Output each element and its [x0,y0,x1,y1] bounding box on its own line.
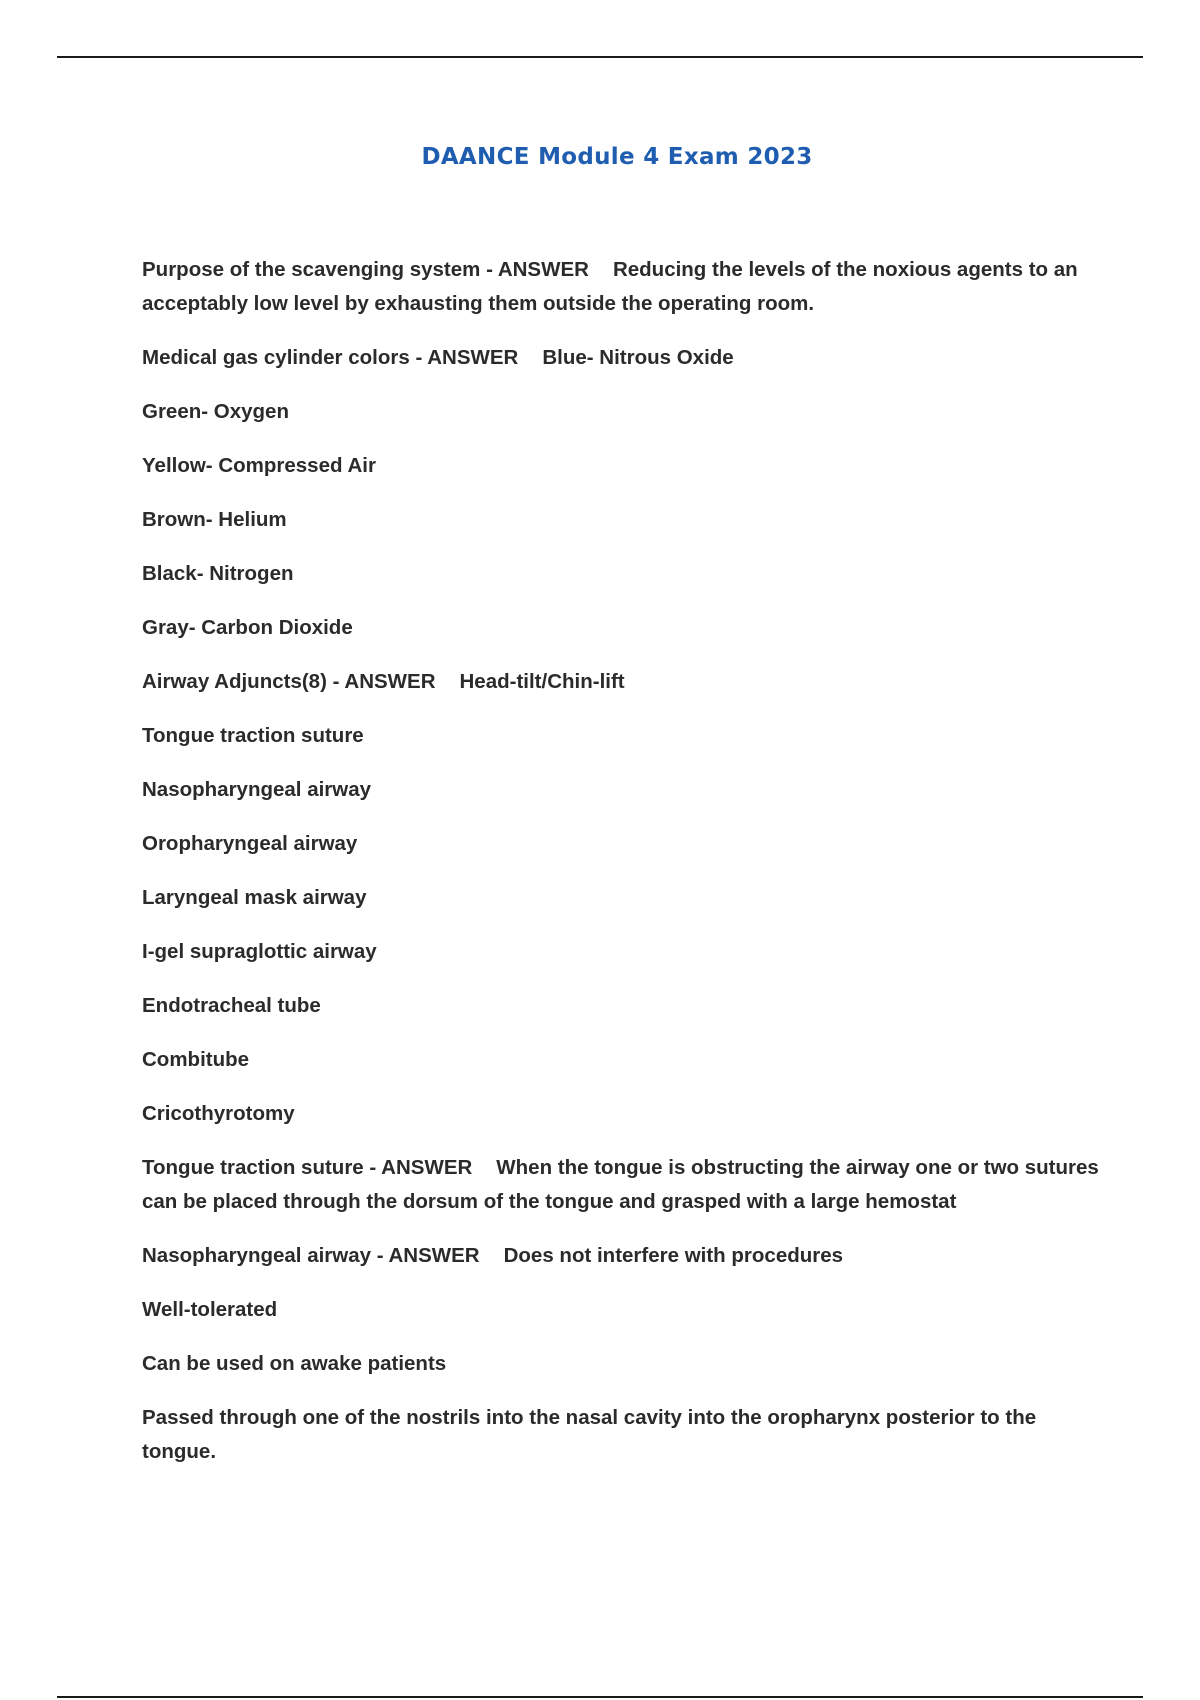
document-body [142,253,1102,1489]
text-line: Combitube [142,1048,250,1071]
text-line: Can be used on awake patients [142,1352,447,1375]
text-line: I-gel supraglottic airway [142,940,377,963]
answer-text: Head-tilt/Chin-lift [459,670,625,693]
answer-text: When the tongue is obstructing the airway one or two sutures can be placed through the dorsum of the tongue and grasped with a large hemostat [142,1156,1099,1213]
qa-line [142,1151,1102,1219]
text-line: Passed through one of the nostrils into the nasal cavity into the oropharynx posterior to the tongue. [142,1406,1037,1463]
qa-line [142,253,1102,321]
text-line: Nasopharyngeal airway [142,778,372,801]
answer-separator: - ANSWER [415,346,519,369]
qa-line [142,341,1102,375]
text-line: Tongue traction suture [142,724,364,747]
text-line: Brown- Helium [142,508,287,531]
text-line: Well-tolerated [142,1298,278,1321]
question-text: Airway Adjuncts(8) [142,670,327,693]
qa-line [142,665,1102,699]
text-line: Cricothyrotomy [142,1102,295,1125]
answer-text: Does not interfere with procedures [503,1244,844,1267]
answer-separator: - ANSWER [369,1156,473,1179]
text-line: Black- Nitrogen [142,562,294,585]
question-text: Nasopharyngeal airway [142,1244,372,1267]
document-title: DAANCE Module 4 Exam 2023 [421,144,813,170]
text-line: Laryngeal mask airway [142,886,367,909]
text-line: Gray- Carbon Dioxide [142,616,353,639]
text-line: Oropharyngeal airway [142,832,358,855]
text-line: Endotracheal tube [142,994,321,1017]
answer-separator: - ANSWER [332,670,436,693]
answer-text: Reducing the levels of the noxious agents to an acceptably low level by exhausting them outside the operating room. [142,258,1078,315]
answer-separator: - ANSWER [376,1244,480,1267]
bottom-rule [57,1696,1143,1698]
answer-separator: - ANSWER [486,258,589,281]
question-text: Tongue traction suture [142,1156,364,1179]
answer-text: Blue- Nitrous Oxide [542,346,734,369]
top-rule [57,56,1143,58]
text-line: Yellow- Compressed Air [142,454,376,477]
question-text: Purpose of the scavenging system [142,258,481,281]
question-text: Medical gas cylinder colors [142,346,410,369]
text-line: Green- Oxygen [142,400,289,423]
qa-line [142,1239,1102,1273]
